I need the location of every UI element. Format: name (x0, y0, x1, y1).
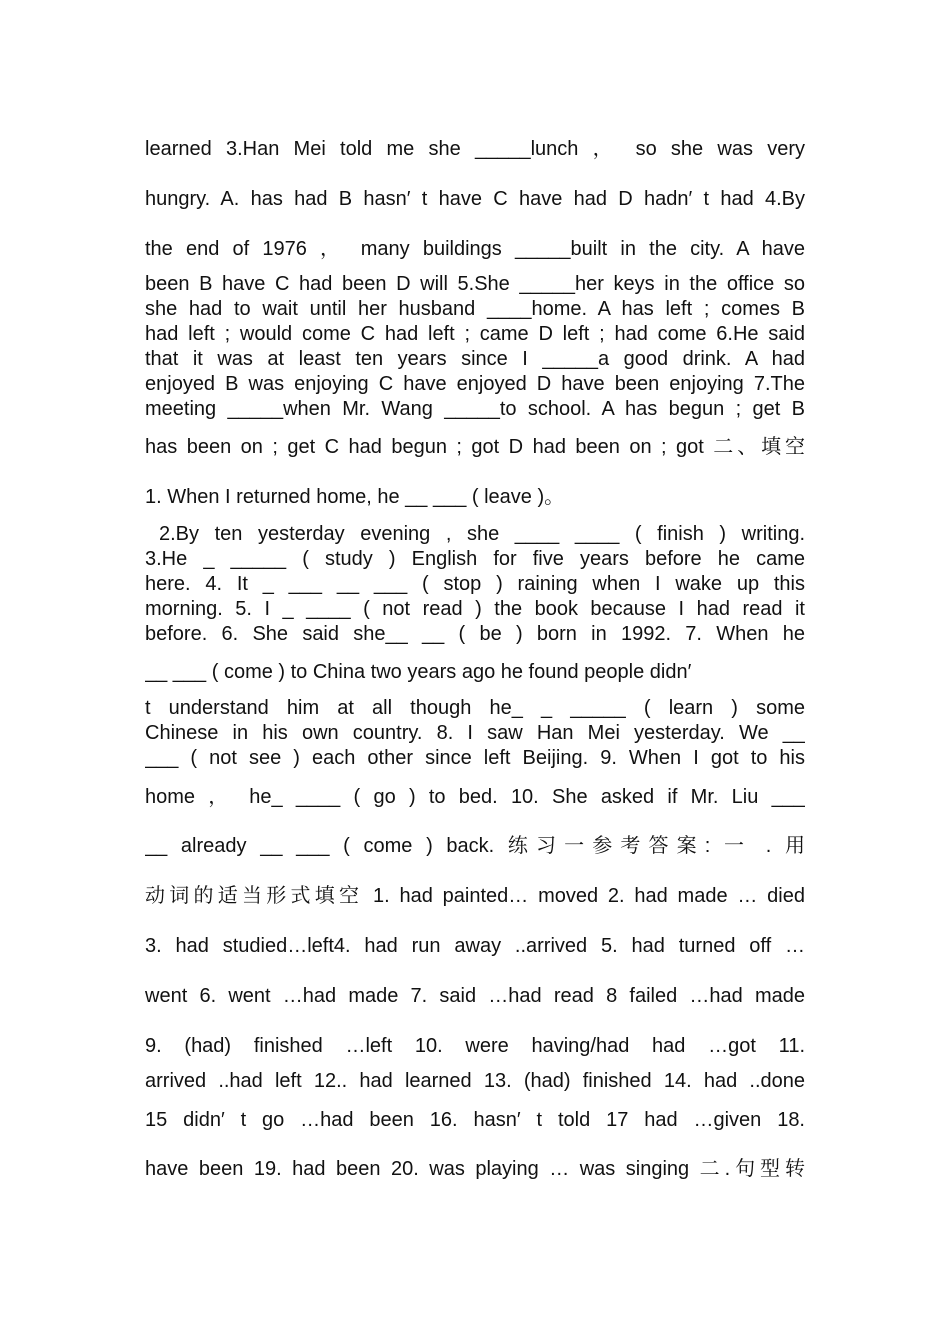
text-line: home ， he_ ____ ( go ) to bed. 10. She asked if Mr. Liu ___ (145, 786, 805, 808)
document-page (145, 0, 805, 1344)
text-line: 动词的适当形式填空 1. had painted… moved 2. had made … died (145, 885, 805, 907)
text-line: have been 19. had been 20. was playing … was singing 二.句型转 (145, 1158, 805, 1180)
text-line: been B have C had been D will 5.She _____her keys in the office so (145, 273, 805, 295)
text-line: 15 didn′ t go …had been 16. hasn′ t told 17 had …given 18. (145, 1109, 805, 1131)
text-line: has been on ; get C had begun ; got D had been on ; got 二、填空 (145, 436, 805, 458)
text-line: arrived ..had left 12.. had learned 13. (had) finished 14. had ..done (145, 1070, 805, 1092)
text-line: __ ___ ( come ) to China two years ago he found people didn′ (145, 661, 692, 683)
text-line: she had to wait until her husband ____home. A has left ; comes B (145, 298, 805, 320)
text-line: morning. 5. I _ ____ ( not read ) the book because I had read it (145, 598, 805, 620)
text-line: here. 4. It _ ___ __ ___ ( stop ) raining when I wake up this (145, 573, 805, 595)
text-line: ___ ( not see ) each other since left Beijing. 9. When I got to his (145, 747, 805, 769)
text-line: before. 6. She said she__ __ ( be ) born in 1992. 7. When he (145, 623, 805, 645)
text-line: 3.He _ _____ ( study ) English for five years before he came (145, 548, 805, 570)
text-line: 3. had studied…left4. had run away ..arrived 5. had turned off … (145, 935, 805, 957)
text-line: learned 3.Han Mei told me she _____lunch ， so she was very (145, 138, 805, 160)
text-line: t understand him at all though he_ _ _____ ( learn ) some (145, 697, 805, 719)
text-line: went 6. went …had made 7. said …had read 8 failed …had made (145, 985, 805, 1007)
text-line: enjoyed B was enjoying C have enjoyed D have been enjoying 7.The (145, 373, 805, 395)
text-line: Chinese in his own country. 8. I saw Han Mei yesterday. We __ (145, 722, 805, 744)
text-line: that it was at least ten years since I _____a good drink. A had (145, 348, 805, 370)
text-line: hungry. A. has had B hasn′ t have C have had D hadn′ t had 4.By (145, 188, 805, 210)
text-line: had left ; would come C had left ; came D left ; had come 6.He said (145, 323, 805, 345)
text-line: 2.By ten yesterday evening , she ____ ____ ( finish ) writing. (159, 523, 805, 545)
text-line: the end of 1976 ， many buildings _____built in the city. A have (145, 238, 805, 260)
text-line: meeting _____when Mr. Wang _____to school. A has begun ; get B (145, 398, 805, 420)
text-line: __ already __ ___ ( come ) back. 练习一参考答案: 一 . 用 (145, 835, 805, 857)
text-line: 1. When I returned home, he __ ___ ( leave )。 (145, 486, 565, 508)
text-line: 9. (had) finished …left 10. were having/had had …got 11. (145, 1035, 805, 1057)
